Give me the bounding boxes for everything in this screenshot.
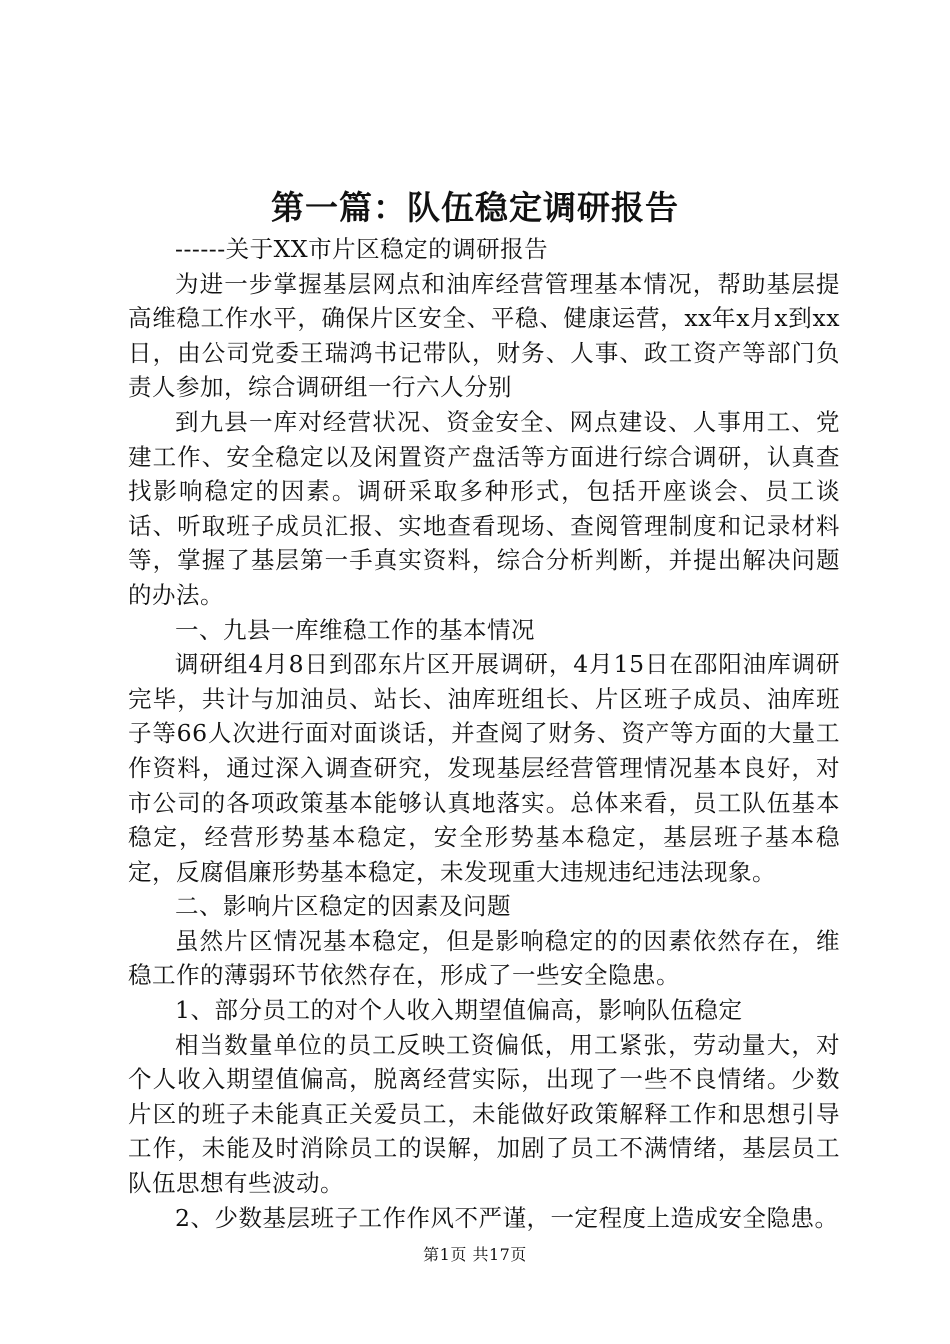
page-number: 第1页 共17页 [423,1245,527,1264]
subtitle-paragraph: ------关于XX市片区稳定的调研报告 [175,235,549,263]
body-paragraph: 虽然片区情况基本稳定，但是影响稳定的的因素依然存在，维稳工作的薄弱环节依然存在，形成了一些安全隐患。 [128,926,840,990]
subsection-heading: 1、部分员工的对个人收入期望值偏高，影响队伍稳定 [175,996,743,1025]
document-title: 第一篇：队伍稳定调研报告 [271,188,679,227]
section-heading: 一、九县一库维稳工作的基本情况 [175,615,535,644]
body-paragraph: 相当数量单位的员工反映工资偏低，用工紧张，劳动量大，对个人收入期望值偏高，脱离经营实际，出现了一些不良情绪。少数片区的班子未能真正关爱员工，未能做好政策解释工作和思想引导工作，未能及时消除员工的误解，加剧了员工不满情绪，基层员工队伍思想有些波动。 [128,1030,840,1198]
subsection-heading: 2、少数基层班子工作作风不严谨，一定程度上造成安全隐患。 [175,1203,839,1232]
body-paragraph: 调研组4月8日到邵东片区开展调研，4月15日在邵阳油库调研完毕，共计与加油员、站长、油库班组长、片区班子成员、油库班子等66人次进行面对面谈话，并查阅了财务、资产等方面的大量工作资料，通过深入调查研究，发现基层经营管理情况基本良好，对市公司的各项政策基本能够认真地落实。总体来看，员工队伍基本稳定，经营形势基本稳定，安全形势基本稳定，基层班子基本稳定，反腐倡廉形势基本稳定，未发现重大违规违纪违法现象。 [128,650,840,886]
body-paragraph: 到九县一库对经营状况、资金安全、网点建设、人事用工、党建工作、安全稳定以及闲置资产盘活等方面进行综合调研，认真查找影响稳定的因素。调研采取多种形式，包括开座谈会、员工谈话、听取班子成员汇报、实地查看现场、查阅管理制度和记录材料等，掌握了基层第一手真实资料，综合分析判断，并提出解决问题的办法。 [128,407,840,609]
section-heading: 二、影响片区稳定的因素及问题 [175,892,511,921]
body-paragraph: 为进一步掌握基层网点和油库经营管理基本情况，帮助基层提高维稳工作水平，确保片区安全、平稳、健康运营，xx年x月x到xx日，由公司党委王瑞鸿书记带队，财务、人事、政工资产等部门负责人参加，综合调研组一行六人分别 [128,269,840,402]
document-body [128,232,840,1235]
